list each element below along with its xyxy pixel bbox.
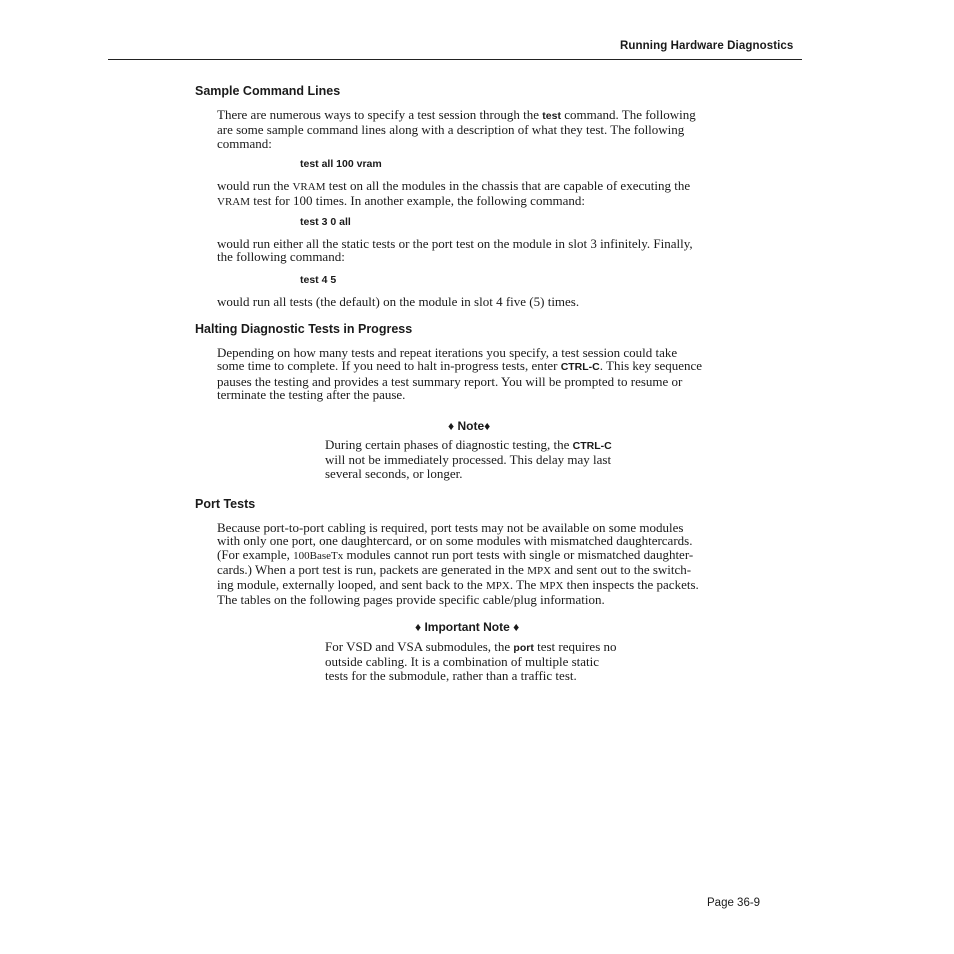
running-header: Running Hardware Diagnostics: [620, 40, 794, 52]
port-tests-paragraph: Because port-to-port cabling is required, port tests may not be available on some modules with only one port, one daughtercard, or on some modules with mismatched daughtercards. (For example, 100BaseTx modules cannot run port tests with single or mismatched daughter- cards.) When a port test is run, packets are generated in the MPX and sent out to the switch- ing module, externally looped, and sent back to the MPX. The MPX then inspects the packets. The tables on the following pages provide specific cable/plug information.: [217, 520, 699, 608]
mpx-term: MPX: [485, 580, 510, 593]
halting-paragraph: Depending on how many tests and repeat iterations you specify, a test session could take some time to complete. If you need to halt in-progress tests, enter CTRL-C. This key sequence pauses the testing and provides a test summary report. You will be prompted to resume or terminate the testing after the pause.: [217, 345, 703, 402]
paragraph-after-cmd3: would run all tests (the default) on the module in slot 4 five (5) times.: [217, 294, 580, 309]
100basetx-term: 100BaseTx: [293, 549, 344, 562]
paragraph-after-cmd1: would run the VRAM test on all the modules in the chassis that are capable of executing the VRAM test for 100 times. In another example, the following command:: [217, 178, 691, 209]
heading-halting-tests: Halting Diagnostic Tests in Progress: [195, 322, 413, 336]
note-title: ♦ Note♦: [448, 419, 491, 433]
vram-term: VRAM: [292, 181, 326, 193]
important-note-title: ♦ Important Note ♦: [415, 620, 520, 634]
heading-sample-command-lines: Sample Command Lines: [195, 84, 341, 98]
heading-port-tests: Port Tests: [195, 497, 256, 511]
page-number: Page 36-9: [707, 897, 761, 909]
header-rule: [108, 59, 802, 60]
note-body: During certain phases of diagnostic testing, the CTRL-C will not be immediately processed. This delay may last several seconds, or longer.: [325, 437, 612, 481]
test-keyword: test: [542, 110, 561, 122]
ctrl-c-keyword: CTRL-C: [560, 361, 600, 374]
paragraph-after-cmd2: would run either all the static tests or the port test on the module in slot 3 infinitely. Finally, the following command:: [217, 236, 693, 265]
vram-term: VRAM: [217, 196, 251, 209]
ctrl-c-keyword: CTRL-C: [572, 440, 612, 452]
mpx-term: MPX: [539, 580, 564, 593]
command-example-2: test 3 0 all: [300, 216, 351, 228]
port-keyword: port: [513, 642, 534, 654]
important-note-body: For VSD and VSA submodules, the port test requires no outside cabling. It is a combination of multiple static tests for the submodule, rather than a traffic test.: [325, 639, 617, 683]
intro-paragraph: There are numerous ways to specify a test session through the test command. The following are some sample command lines along with a description of what they test. The following command:: [217, 107, 696, 151]
mpx-term: MPX: [527, 564, 552, 577]
command-example-1: test all 100 vram: [300, 158, 382, 170]
command-example-3: test 4 5: [300, 274, 337, 286]
